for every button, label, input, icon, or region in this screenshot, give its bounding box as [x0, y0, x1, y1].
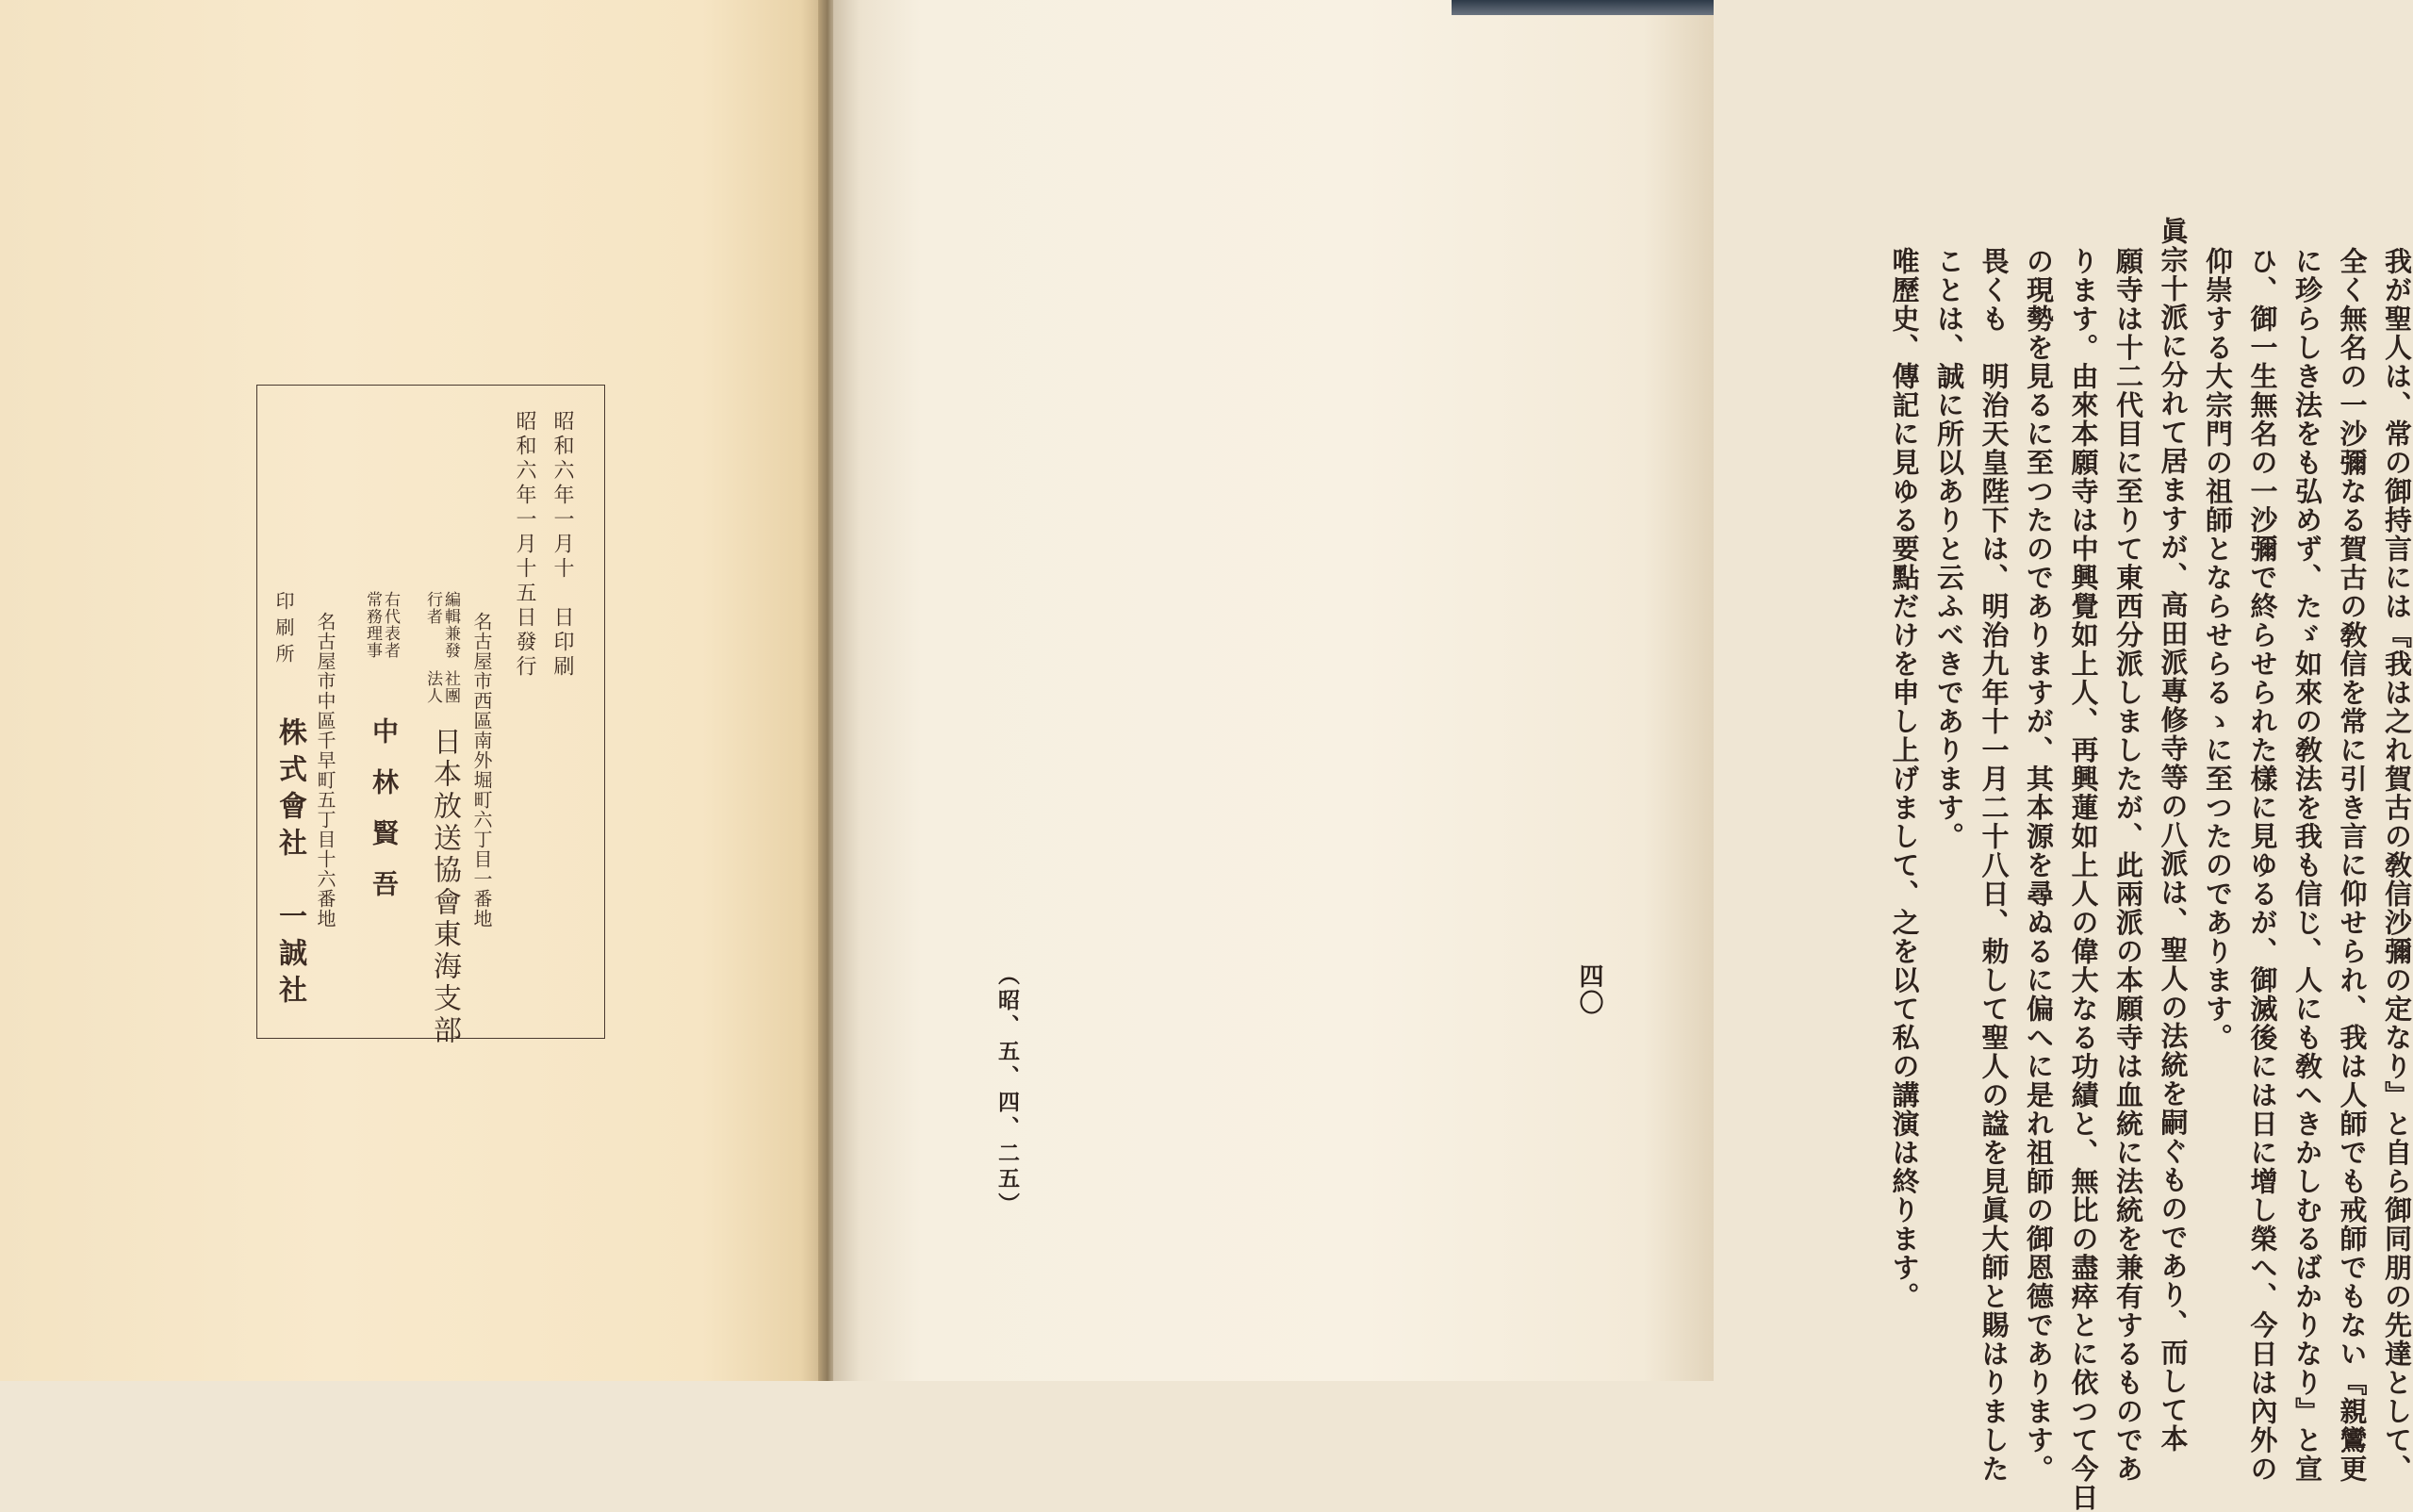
text-line: ことは、誠に所以ありと云ふべきであります。: [1933, 247, 1965, 851]
print-date: 昭和六年一月十 日印刷: [550, 410, 574, 680]
editor-address: 名古屋市西區南外堀町六丁目一番地: [470, 612, 493, 929]
representative-name: 中林賢吾: [369, 717, 400, 921]
editor-org-type: 社團法人: [423, 670, 460, 704]
left-page: [0, 0, 826, 1381]
printer-name: 株式會社 一誠社: [273, 717, 306, 1011]
text-line: 我が聖人は、常の御持言には『我は之れ賀古の敎信沙彌の定なり』と自ら御同朋の先達として、: [2381, 247, 2413, 1484]
text-line: 全く無名の一沙彌なる賀古の敎信を常に引き言に仰せられ、我は人師でも戒師でもない『親鸞更: [2336, 247, 2369, 1484]
text-line: に珍らしき法をも弘めず、たゞ如來の敎法を我も信じ、人にも敎へきかしむるばかりなり』と宣: [2291, 247, 2323, 1484]
editor-role: 編輯兼發行者: [423, 591, 460, 659]
printer-address: 名古屋市中區千早町五丁目十六番地: [314, 612, 337, 929]
text-line: ります。由來本願寺は中興覺如上人、再興蓮如上人の偉大なる功績と、無比の盡瘁とに依つて今日: [2067, 247, 2100, 1512]
text-line: の現勢を見るに至つたのでありますが、其本源を尋ぬるに偏へに是れ祖師の御恩德であります。: [2023, 247, 2055, 1484]
colophon-box: [256, 385, 605, 1047]
text-line: 畏くも 明治天皇陛下は、明治九年十一月二十八日、勅して聖人の諡を見眞大師と賜はりました: [1978, 247, 2011, 1484]
editor-name: 日本放送協會東海支部: [428, 727, 461, 1047]
issue-date: 昭和六年一月十五日發行: [513, 410, 536, 680]
text-line: 眞宗十派に分れて居ますが、高田派專修寺等の八派は、聖人の法統を嗣ぐものであり、而して本: [2157, 217, 2190, 1454]
cover-edge: [1452, 0, 1714, 15]
printer-role: 印刷所: [272, 591, 295, 670]
date-note: （昭、五、四、二五）: [995, 963, 1019, 1218]
text-line: 唯歷史、傳記に見ゆる要點だけを申し上げまして、之を以て私の講演は終ります。: [1888, 247, 1921, 1311]
text-line: 願寺は十二代目に至りて東西分派しましたが、此兩派の本願寺は血統に法統を兼有するものであ: [2112, 247, 2144, 1484]
page-number: 四〇: [1576, 963, 1603, 1016]
representative-role: 右代表者常務理事: [363, 591, 400, 659]
text-line: 仰崇する大宗門の祖師とならせらるゝに至つたのであります。: [2202, 247, 2234, 1052]
text-line: ひ、御一生無名の一沙彌で終らせられた樣に見ゆるが、御滅後には日に增し榮へ、今日は內外の: [2246, 247, 2279, 1484]
right-page: [833, 0, 2413, 1512]
